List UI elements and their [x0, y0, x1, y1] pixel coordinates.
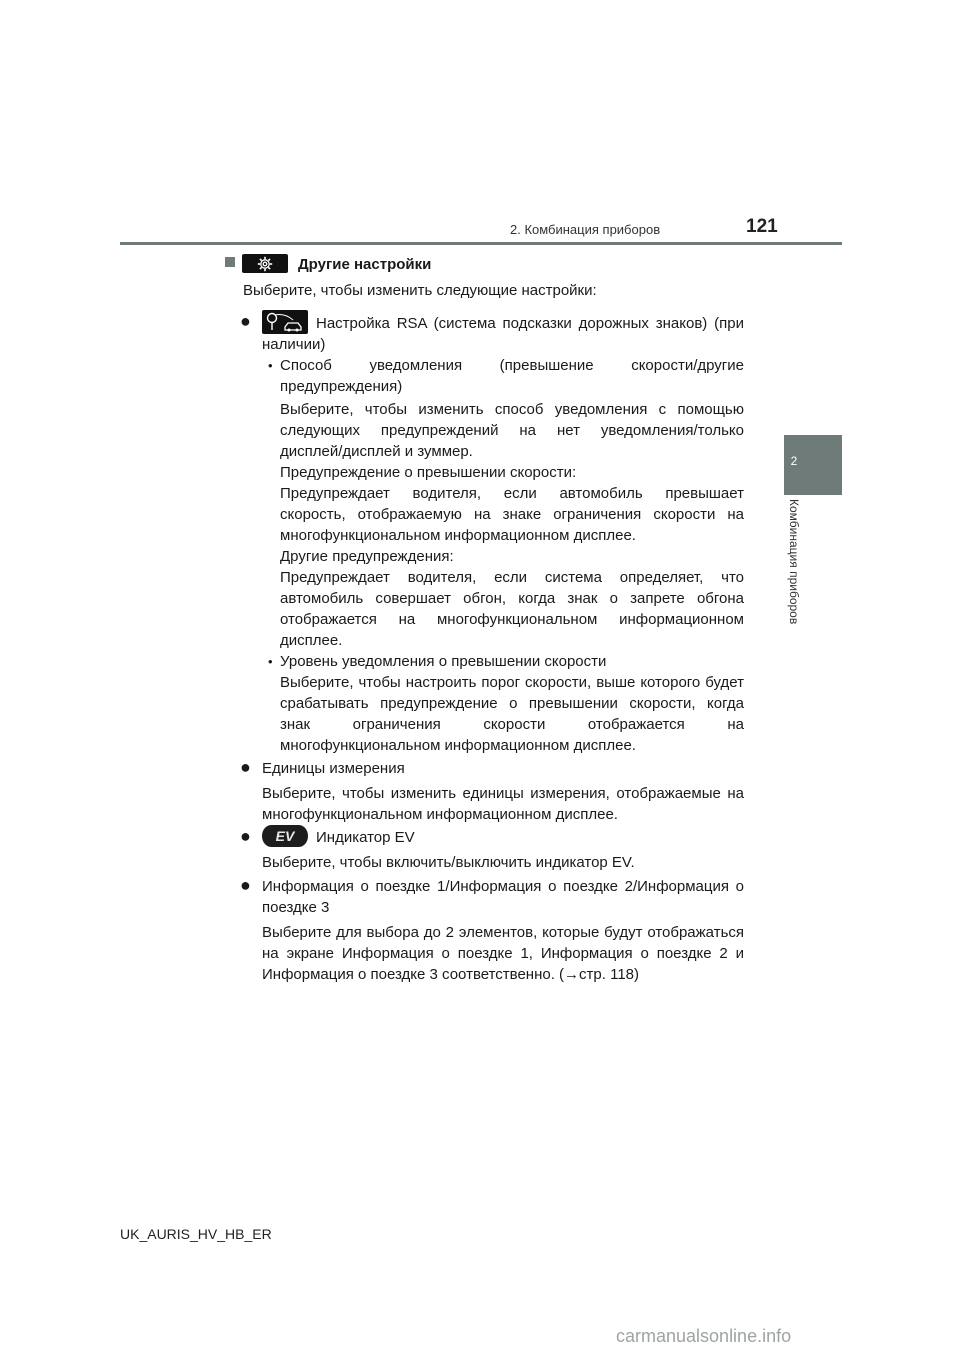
document-code: UK_AURIS_HV_HB_ER: [120, 1226, 272, 1242]
text-line: следующих предупреждений на нет уведомления/только: [280, 422, 744, 439]
text-line: скорость, отображаемую на знаке ограничения скорости на: [280, 506, 744, 523]
watermark: carmanualsonline.info: [616, 1326, 792, 1346]
section-square-marker: [225, 257, 235, 267]
bullet-dot: ●: [240, 757, 251, 777]
side-tab-number: 2: [790, 454, 798, 468]
ev-title: Индикатор EV: [316, 829, 415, 846]
rsa-sign-icon: [262, 310, 308, 334]
rsa-title-line2: наличии): [262, 336, 326, 353]
text-line: дисплее.: [280, 632, 343, 649]
rsa-title-line1: Настройка RSA (система подсказки дорожных знаков) (при: [316, 315, 744, 332]
section-title: 2. Комбинация приборов: [510, 222, 661, 237]
notification-method-title2: предупреждения): [280, 378, 403, 395]
bullet-dot: ●: [240, 311, 251, 331]
text-line: Другие предупреждения:: [280, 548, 454, 565]
page-number: 121: [746, 216, 778, 237]
ev-indicator-icon: [262, 825, 308, 847]
text-line: Выберите, чтобы изменить способ уведомления с помощью: [280, 401, 744, 418]
text-line: дисплей/дисплей и зуммер.: [280, 443, 473, 460]
notification-level-title: Уровень уведомления о превышении скорости: [280, 653, 607, 670]
text-line: знак ограничения скорости отображается на: [280, 716, 744, 733]
text-line: многофункциональном информационном дисплее.: [280, 527, 636, 544]
section-intro: Выберите, чтобы изменить следующие настройки:: [243, 282, 597, 299]
bullet-dot: ●: [240, 875, 251, 895]
gear-icon: [242, 254, 288, 273]
text-line: Выберите для выбора до 2 элементов, которые будут отображаться: [262, 924, 744, 941]
text-line: срабатывать предупреждение о превышении скорости, когда: [280, 695, 744, 712]
text-line: Предупреждает водителя, если автомобиль превышает: [280, 485, 744, 502]
sub-bullet: •: [268, 358, 273, 373]
text-line: Предупреждение о превышении скорости:: [280, 464, 577, 481]
text-line: отображается на многофункциональном информационном: [280, 611, 744, 628]
section-heading: Другие настройки: [298, 256, 432, 273]
trip-title-line2: поездке 3: [262, 899, 330, 916]
text-line: многофункциональном информационном дисплее.: [262, 806, 618, 823]
page-reference-text: Информация о поездке 3 соответственно. (→стр. 118): [262, 966, 639, 983]
notification-method-title1: Способ уведомления (превышение скорости/другие: [280, 357, 744, 374]
text-line: автомобиль совершает обгон, когда знак о запрете обгона: [280, 590, 744, 607]
sub-bullet: •: [268, 654, 273, 669]
side-tab-label: Комбинация приборов: [787, 499, 801, 625]
text-line: многофункциональном информационном дисплее.: [280, 737, 636, 754]
text-line: Выберите, чтобы включить/выключить индикатор EV.: [262, 854, 635, 871]
trip-title-line1: Информация о поездке 1/Информация о поездке 2/Информация о: [262, 878, 744, 895]
units-title: Единицы измерения: [262, 760, 405, 777]
header-divider: [120, 242, 842, 245]
text-line: на экране Информация о поездке 1, Информация о поездке 2 и: [262, 945, 744, 962]
ev-icon-text: EV: [275, 828, 295, 844]
text-line: Предупреждает водителя, если система определяет, что: [280, 569, 744, 586]
text-line: Выберите, чтобы изменить единицы измерения, отображаемые на: [262, 785, 744, 802]
text-line: Выберите, чтобы настроить порог скорости, выше которого будет: [280, 674, 744, 691]
bullet-dot: ●: [240, 826, 251, 846]
